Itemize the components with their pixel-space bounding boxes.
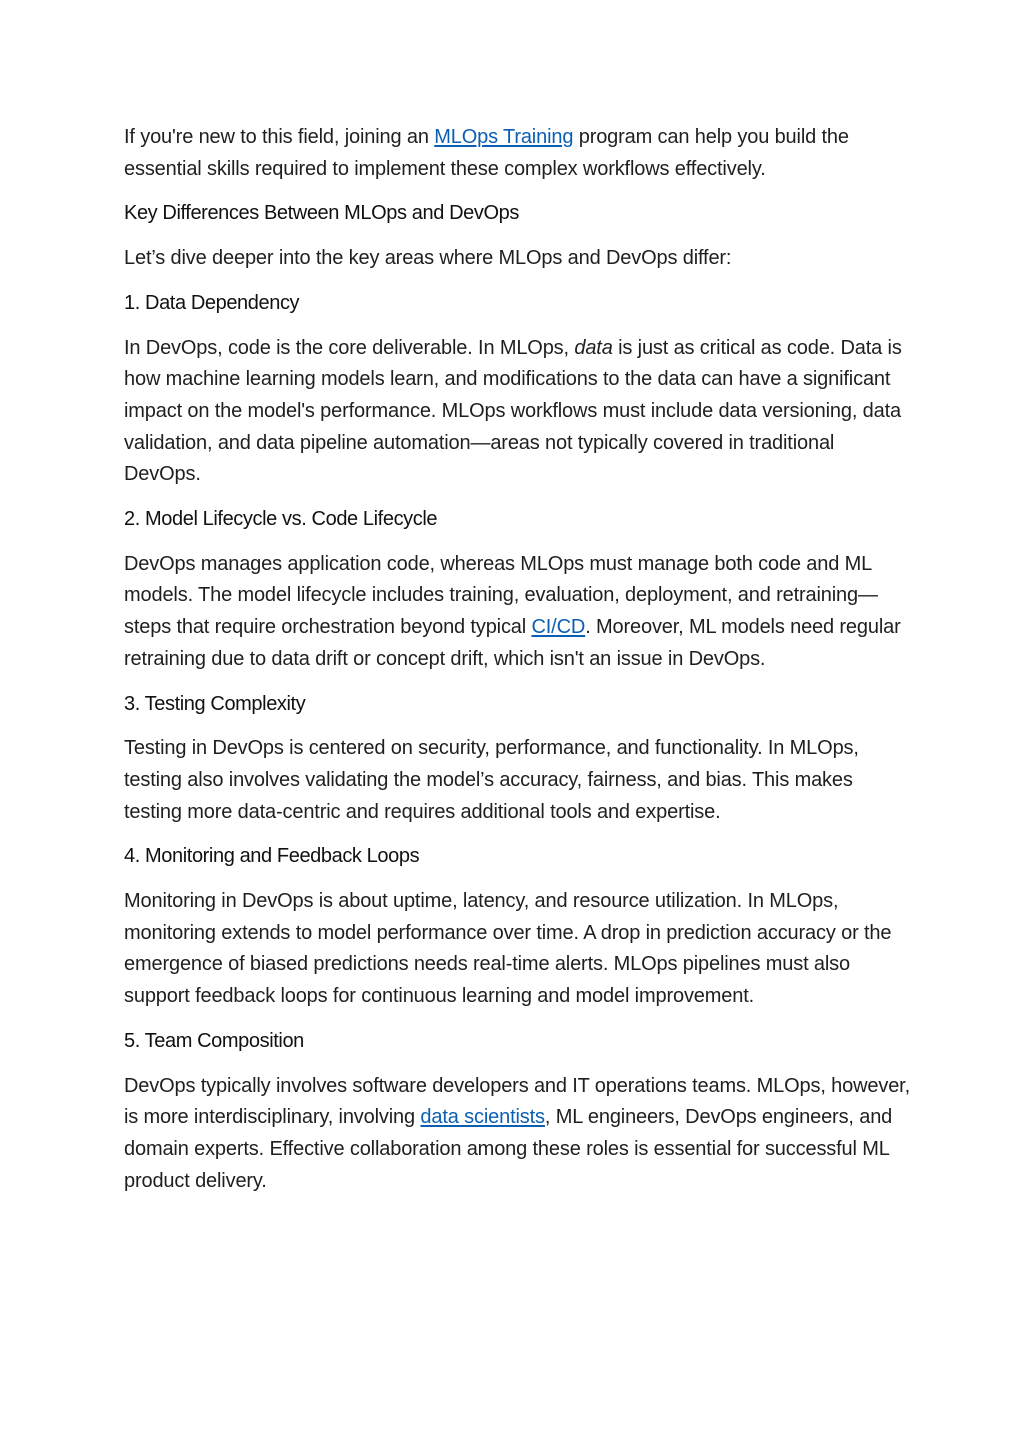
section-heading-testing-complexity: 3. Testing Complexity bbox=[124, 692, 306, 715]
section-body-model-lifecycle bbox=[124, 549, 914, 676]
data-scientists-link[interactable]: data scientists bbox=[420, 1106, 545, 1129]
section-body-data-dependency bbox=[124, 333, 914, 492]
intro-text-after: program can help you build the essential skills required to implement these complex workflows effectively. bbox=[124, 126, 849, 180]
key-differences-heading: Key Differences Between MLOps and DevOps bbox=[124, 202, 519, 225]
section-heading-model-lifecycle: 2. Model Lifecycle vs. Code Lifecycle bbox=[124, 508, 438, 531]
intro-paragraph bbox=[124, 122, 914, 185]
lead-paragraph: Let’s dive deeper into the key areas where MLOps and DevOps differ: bbox=[124, 247, 732, 270]
mlops-training-link[interactable]: MLOps Training bbox=[434, 126, 574, 148]
intro-text-before: If you're new to this field, joining an bbox=[124, 126, 435, 148]
section-heading-data-dependency: 1. Data Dependency bbox=[124, 291, 300, 314]
section-text: DevOps manages application code, whereas MLOps must manage both code and ML models. The model lifecycle includes training, evaluation, deployment, and retraining—steps that require orchestration beyond typical bbox=[124, 552, 878, 639]
section-text: In DevOps, code is the core deliverable. In MLOps, bbox=[124, 336, 575, 359]
section-heading-monitoring: 4. Monitoring and Feedback Loops bbox=[124, 845, 420, 868]
section-body-monitoring: Monitoring in DevOps is about uptime, latency, and resource utilization. In MLOps, monitoring extends to model performance over time. A drop in prediction accuracy or the emergence of biased predictions needs real-time alerts. MLOps pipelines must also support feedback loops for continuous learning and model improvement. bbox=[124, 890, 892, 1008]
section-body-testing-complexity: Testing in DevOps is centered on security, performance, and functionality. In MLOps, testing also involves validating the model’s accuracy, fairness, and bias. This makes testing more data-centric and requires additional tools and expertise. bbox=[124, 737, 859, 823]
ci-cd-link[interactable]: CI/CD bbox=[531, 616, 586, 639]
document-page bbox=[124, 122, 914, 1210]
section-heading-team-composition: 5. Team Composition bbox=[124, 1029, 304, 1052]
section-text: , ML engineers, DevOps engineers, and domain experts. Effective collaboration among these roles is essential for successful ML product delivery. bbox=[124, 1106, 893, 1192]
emphasis-data: data bbox=[574, 336, 613, 359]
section-text: . Moreover, ML models need regular retraining due to data drift or concept drift, which isn't an issue in DevOps. bbox=[124, 616, 901, 670]
section-text: DevOps typically involves software developers and IT operations teams. MLOps, however, is more interdisciplinary, involving bbox=[124, 1074, 910, 1129]
section-body-team-composition bbox=[124, 1071, 914, 1198]
section-text: is just as critical as code. Data is how machine learning models learn, and modifications to the data can have a significant impact on the model's performance. MLOps workflows must include data versioning, data validation, and data pipeline automation—areas not typically covered in traditional DevOps. bbox=[124, 336, 902, 486]
